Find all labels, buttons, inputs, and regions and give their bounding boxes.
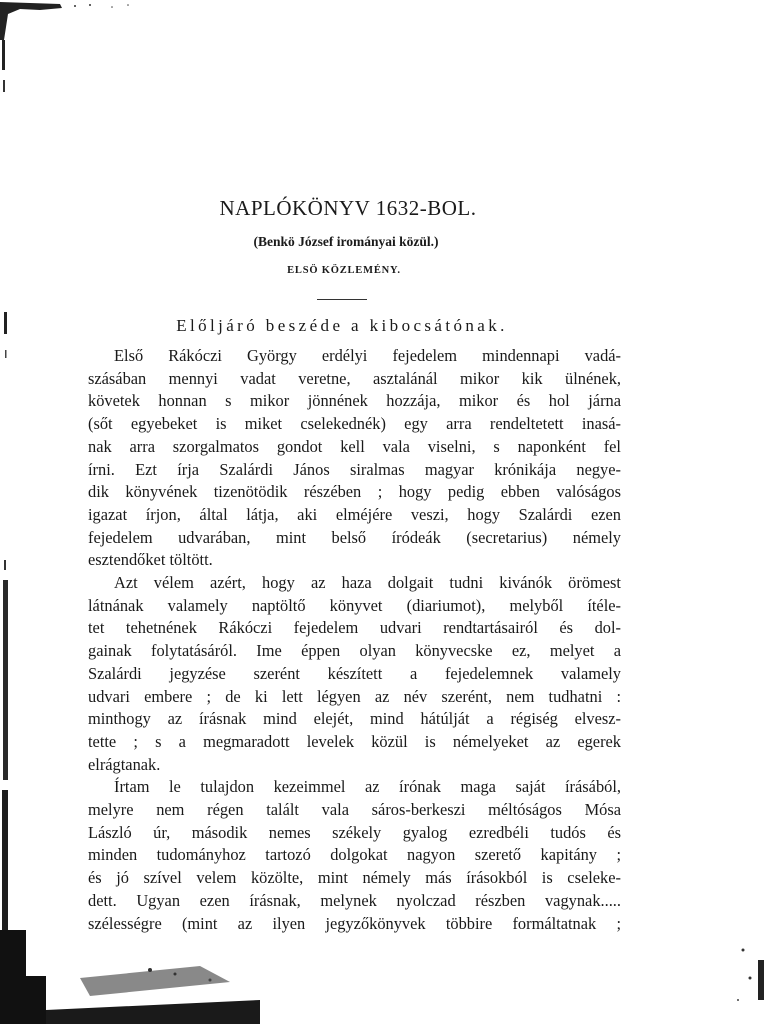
text-line: fejedelem udvarában, mint belső íródeák (secretarius) némely — [88, 527, 621, 547]
text-line: Írtam le tulajdon kezeimmel az írónak maga saját írásából, — [114, 777, 621, 797]
text-line: látnának valamely naptöltő könyvet (diariumot), melyből ítéle- — [88, 595, 621, 615]
text-line: tette ; s a megmaradott levelek közül is némelyeket az egerek — [88, 731, 621, 751]
section-heading: Előljáró beszéde a kibocsátónak. — [176, 316, 508, 335]
text-line: udvari embere ; de ki lett légyen az név szerént, nem tudhatni : — [88, 686, 621, 706]
text-line: dett. Ugyan ezen írásnak, melynek nyolczad részben vagynak..... — [88, 890, 621, 910]
section-label: ELSÖ KÖZLEMÉNY. — [287, 265, 401, 276]
text-line: szásában mennyi vadat veretne, asztalánál mikor kik ülnének, — [88, 368, 621, 388]
text-line: igazat írjon, által látja, aki elméjére veszi, hogy Szalárdi ezen — [88, 504, 621, 524]
text-line: (sőt egyebeket is miket cselekednék) egy arra rendeltetett inasá- — [88, 414, 621, 434]
text-line: Azt vélem azért, hogy az haza dolgait tudni kivánók örömest — [114, 573, 621, 592]
text-line: Első Rákóczi György erdélyi fejedelem mindennapi vadá- — [114, 346, 621, 365]
divider-rule — [317, 299, 367, 300]
text-line: tet tehetnének Rákóczi fejedelem udvari rendtartásairól és dol- — [88, 618, 621, 638]
text-line: nak arra szorgalmatos gondot kell vala viselni, s naponként fel — [88, 436, 621, 456]
text-line: László úr, második nemes székely gyalog ezredbéli tudós és — [88, 822, 621, 842]
scan-edge-right — [728, 930, 768, 1024]
text-line: szélességre (mint az ilyen jegyzőkönyvek többire formáltatnak ; — [88, 913, 621, 933]
text-line: gainak folytatásáról. Ime éppen olyan könyvecske ez, melyet a — [88, 641, 621, 661]
page-title: NAPLÓKÖNYV 1632-BOL. — [219, 196, 477, 220]
scan-edge-bottom — [0, 930, 260, 1024]
text-line: minden tudományhoz tartozó dolgokat nagyon szerető kapitány ; — [88, 845, 621, 865]
text-line: esztendőket töltött. — [88, 550, 213, 570]
text-line: elrágtanak. — [88, 754, 161, 774]
text-line: írni. Ezt írja Szalárdi János siralmas magyar krónikája negye- — [88, 459, 621, 479]
text-line: követek honnan s mikor jönnének hozzája, mikor és hol járna — [88, 391, 621, 411]
text-line: Szalárdi jegyzése szerént készített a fejedelemnek valamely — [88, 663, 621, 683]
text-line: minthogy az írásnak mind elejét, mind hátúlját a régiség elvesz- — [88, 709, 621, 729]
text-line: és jó szível velem közölte, mint némely más írásokból is cseleke- — [88, 868, 621, 888]
scan-edge-left — [0, 0, 18, 1024]
page-subtitle: (Benkö József irományai közül.) — [253, 234, 439, 249]
text-line: dik könyvének tizenötödik részében ; hogy pedig ebben valóságos — [88, 482, 621, 502]
scan-edge-top — [0, 0, 140, 40]
text-line: melyre nem régen talált vala sáros-berkeszi méltóságos Mósa — [88, 800, 621, 819]
